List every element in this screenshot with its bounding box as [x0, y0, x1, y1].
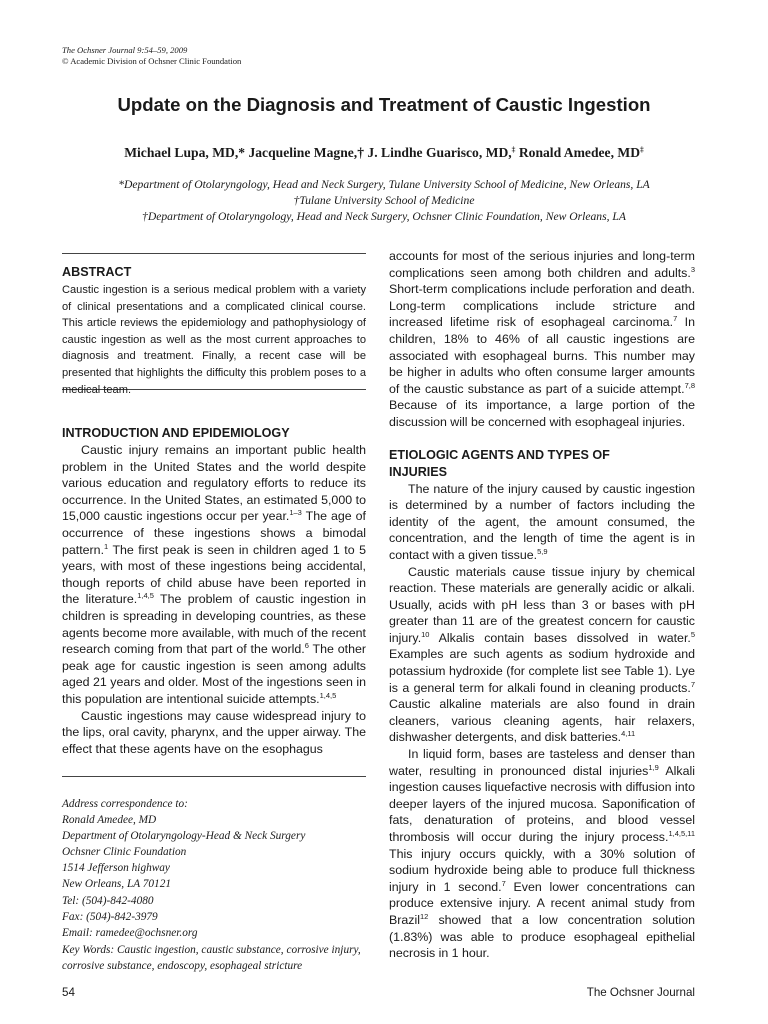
correspondence-line: Ronald Amedee, MD	[62, 814, 157, 827]
abstract-text: Caustic ingestion is a serious medical problem with a variety of clinical presentations and a complicated clinical course. This article reviews the epidemiology and pathophysiology of caustic ingestion as well as the most current approaches to diagnosis and treatment. Finally, a recent case will be presented that highlights the difficulty this problem poses to a medical team.	[62, 284, 366, 396]
correspondence-email[interactable]: Email: ramedee@ochsner.org	[62, 926, 198, 939]
intro-paragraph: Caustic injury remains an important public health problem in the United States and the world despite various education and regulatory efforts to reduce its occurrence. In the United States, an estimated 5,000 to 15,000 caustic ingestions occur per year.$^{1-3}$ The age of occurrence of these ingestions shows a bimodal pattern.$^1$ The first peak is seen in children aged 1 to 5 years, with most of these ingestions being accidental, though reports of child abuse have been reported in the literature.$^{1,4,5}$ The problem of caustic ingestion in children is spreading in developing countries, as these agents become more available, with much of the recent research coming from that part of the world.$^6$ The other peak age for caustic ingestion is seen among adults aged 21 years and older. Most of the ingestions seen in this population are intentional suicide attempts.$^{1,4,5}$	[62, 443, 366, 706]
author-mark: †	[357, 145, 364, 160]
article-title: Update on the Diagnosis and Treatment of Caustic Ingestion	[117, 94, 651, 115]
correspondence-line: Department of Otolaryngology-Head & Neck Surgery	[62, 830, 306, 843]
etiology-heading: ETIOLOGIC AGENTS AND TYPES OF INJURIES	[389, 447, 610, 479]
affiliation: †Department of Otolaryngology, Head and Neck Surgery, Ochsner Clinic Foundation, New Orleans, LA	[142, 210, 626, 223]
journal-citation: The Ochsner Journal 9:54–59, 2009	[62, 45, 188, 55]
etiology-paragraph: Caustic materials cause tissue injury by chemical reaction. These materials are generally acidic or alkali. Usually, acids with pH less than 3 or bases with pH greater than 11 are of the greatest concern for caustic injury.$^{10}$ Alkalis contain bases dissolved in water.$^5$ Examples are such agents as sodium hydroxide and potassium hydroxide (for complete list see Table 1). Lye is a general term for alkali found in cleaning products.$^7$ Caustic alkaline materials are also found in drain cleaners, various cleaning agents, hair relaxers, dishwasher detergents, and disk batteries.$^{4,11}$	[389, 564, 695, 745]
author-mark: *	[238, 145, 246, 160]
abstract-heading: ABSTRACT	[62, 265, 132, 279]
copyright-line: © Academic Division of Ochsner Clinic Foundation	[62, 56, 242, 66]
correspondence-block	[62, 796, 366, 974]
page-number: 54	[62, 986, 75, 999]
author-name: Jacqueline Magne,	[248, 145, 358, 160]
author-name: Ronald Amedee, MD	[518, 145, 641, 160]
correspondence-line: New Orleans, LA 70121	[62, 878, 172, 891]
divider	[62, 776, 366, 777]
author-name: Michael Lupa, MD,	[124, 145, 239, 160]
intro-paragraph: Caustic ingestions may cause widespread injury to the lips, oral cavity, pharynx, and the upper airway. The effect that these agents have on the esophagus	[62, 708, 366, 756]
correspondence-line: Tel: (504)-842-4080	[62, 894, 154, 907]
correspondence-line: 1514 Jefferson highway	[62, 862, 170, 875]
affiliations	[0, 177, 768, 225]
author-list	[0, 145, 768, 161]
author-name: J. Lindhe Guarisco, MD,	[367, 145, 512, 160]
author-mark: ‡	[640, 144, 644, 154]
divider	[62, 253, 366, 254]
correspondence-line: Fax: (504)-842-3979	[62, 910, 158, 923]
affiliation: †Tulane University School of Medicine	[293, 194, 475, 207]
intro-heading: INTRODUCTION AND EPIDEMIOLOGY	[62, 426, 290, 440]
intro-section	[62, 425, 366, 757]
right-column	[389, 248, 695, 962]
continued-paragraph: accounts for most of the serious injuries and long-term complications seen among both children and adults.$^3$ Short-term complications include perforation and death. Long-term complications include stricture and increased lifetime risk of esophageal carcinoma.$^7$ In children, 18% to 46% of all caustic ingestions are associated with esophageal burns. This number may be higher in adults who often consume larger amounts of the caustic substance as part of a suicide attempt.$^{7,8}$ Because of its importance, a large portion of the discussion will be concerned with esophageal injuries.	[389, 249, 696, 429]
footer-journal-name: The Ochsner Journal	[586, 986, 695, 999]
etiology-paragraph: In liquid form, bases are tasteless and denser than water, resulting in pronounced distal injuries$^{1,9}$ Alkali ingestion causes liquefactive necrosis with diffusion into deeper layers of the injured mucosa. Saponification of fats, denaturation of proteins, and blood vessel thrombosis will occur during the injury process.$^{1,4,5,11}$ This injury occurs quickly, with a 30% solution of sodium hydroxide being able to produce full thickness injury in 1 second.$^7$ Even lower concentrations can produce extensive injury. A recent animal study from Brazil$^{12}$ showed that a low concentration solution (1.83%) was able to produce esophageal epithelial necrosis in 1 hour.	[389, 747, 696, 961]
etiology-paragraph: The nature of the injury caused by caustic ingestion is determined by a number of factors including the identity of the agent, the amount consumed, the concentration, and the length of time the agent is in contact with a given tissue.$^{5,9}$	[389, 481, 695, 562]
keywords: Key Words: Caustic ingestion, caustic substance, corrosive injury, corrosive substance, endoscopy, esophageal stricture	[62, 943, 361, 972]
journal-header	[62, 45, 241, 67]
author-mark: ‡	[511, 144, 516, 154]
correspondence-line: Address correspondence to:	[62, 798, 188, 810]
affiliation: *Department of Otolaryngology, Head and Neck Surgery, Tulane University School of Medicine, New Orleans, LA	[118, 178, 650, 191]
correspondence-line: Ochsner Clinic Foundation	[62, 846, 187, 859]
